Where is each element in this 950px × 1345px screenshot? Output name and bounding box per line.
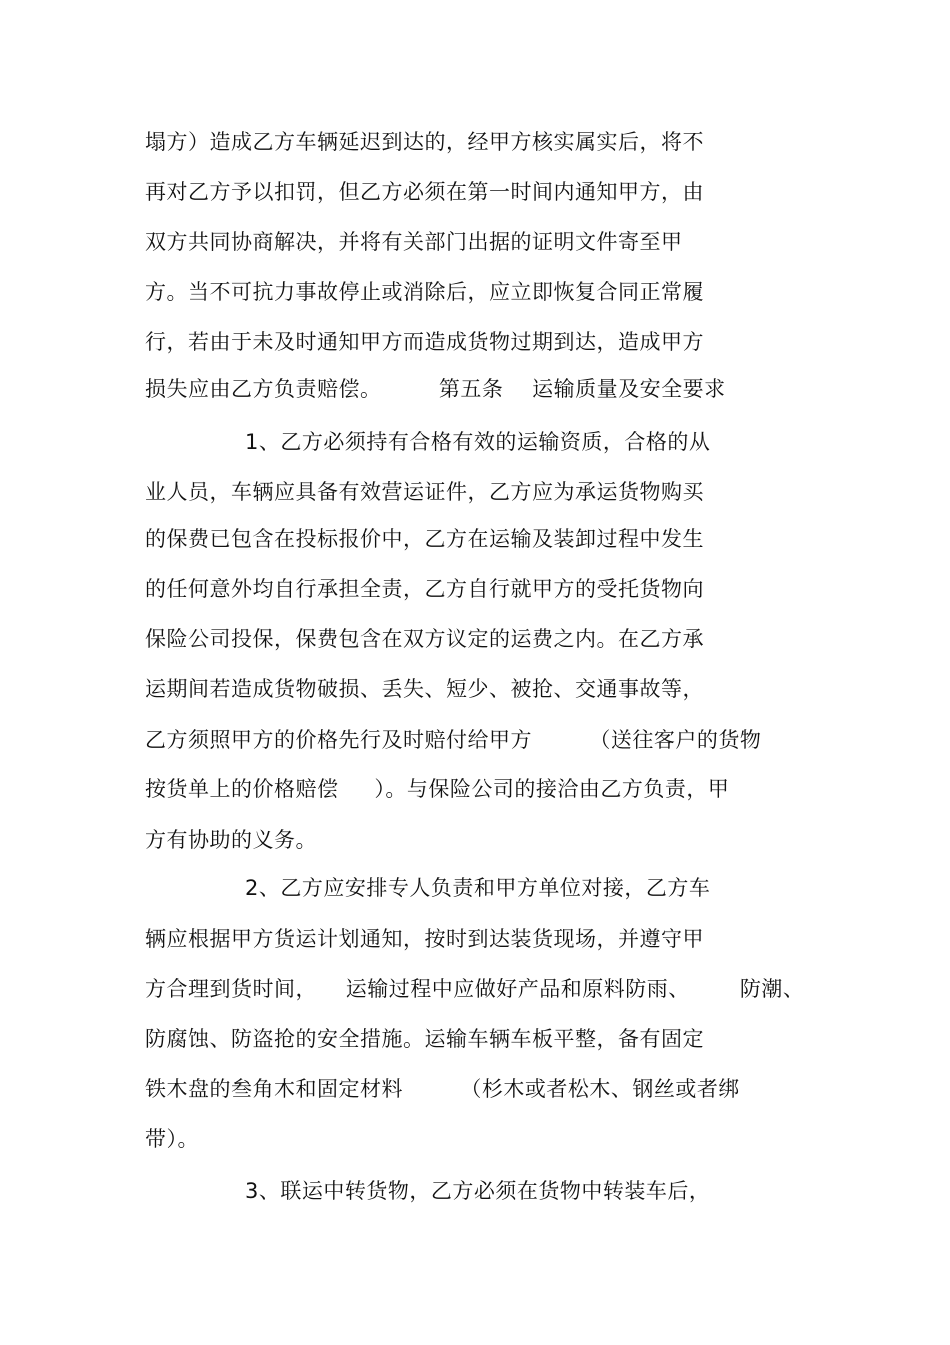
text-line: 双方共同协商解决，并将有关部门出据的证明文件寄至甲 <box>145 230 683 254</box>
text-line: 塌方）造成乙方车辆延迟到达的，经甲方核实属实后，将不 <box>145 130 704 154</box>
text-line: 按货单上的价格赔偿 ）。与保险公司的接洽由乙方负责，甲 <box>145 777 730 801</box>
text-line: 业人员，车辆应具备有效营运证件，乙方应为承运货物购买 <box>145 480 704 504</box>
text-line: 带）。 <box>145 1127 199 1151</box>
text-line: 运期间若造成货物破损、丢失、短少、被抢、交通事故等， <box>145 677 704 701</box>
text-line: 方合理到货时间， 运输过程中应做好产品和原料防雨、 防潮、 <box>145 977 805 1001</box>
text-line: 损失应由乙方负责赔偿。 第五条 运输质量及安全要求 <box>145 377 726 401</box>
text-line: 保险公司投保，保费包含在双方议定的运费之内。在乙方承 <box>145 627 704 651</box>
text-line: 行，若由于未及时通知甲方而造成货物过期到达，造成甲方 <box>145 330 704 354</box>
text-line: 方有协助的义务。 <box>145 828 317 852</box>
text-line: 方。当不可抗力事故停止或消除后，应立即恢复合同正常履 <box>145 280 704 304</box>
paragraph-first-line: 2、乙方应安排专人负责和甲方单位对接，乙方车 <box>245 876 711 900</box>
text-line: 的保费已包含在投标报价中，乙方在运输及装卸过程中发生 <box>145 527 704 551</box>
text-line: 铁木盘的叁角木和固定材料 （杉木或者松木、钢丝或者绑 <box>145 1077 740 1101</box>
text-line: 防腐蚀、防盗抢的安全措施。运输车辆车板平整，备有固定 <box>145 1027 704 1051</box>
text-line: 再对乙方予以扣罚，但乙方必须在第一时间内通知甲方，由 <box>145 180 704 204</box>
text-line: 辆应根据甲方货运计划通知，按时到达装货现场，并遵守甲 <box>145 927 704 951</box>
text-line: 乙方须照甲方的价格先行及时赔付给甲方 （送往客户的货物 <box>145 728 762 752</box>
paragraph-first-line: 1、乙方必须持有合格有效的运输资质，合格的从 <box>245 430 711 454</box>
paragraph-first-line: 3、联运中转货物，乙方必须在货物中转装车后， <box>245 1179 711 1203</box>
text-line: 的任何意外均自行承担全责，乙方自行就甲方的受托货物向 <box>145 577 704 601</box>
